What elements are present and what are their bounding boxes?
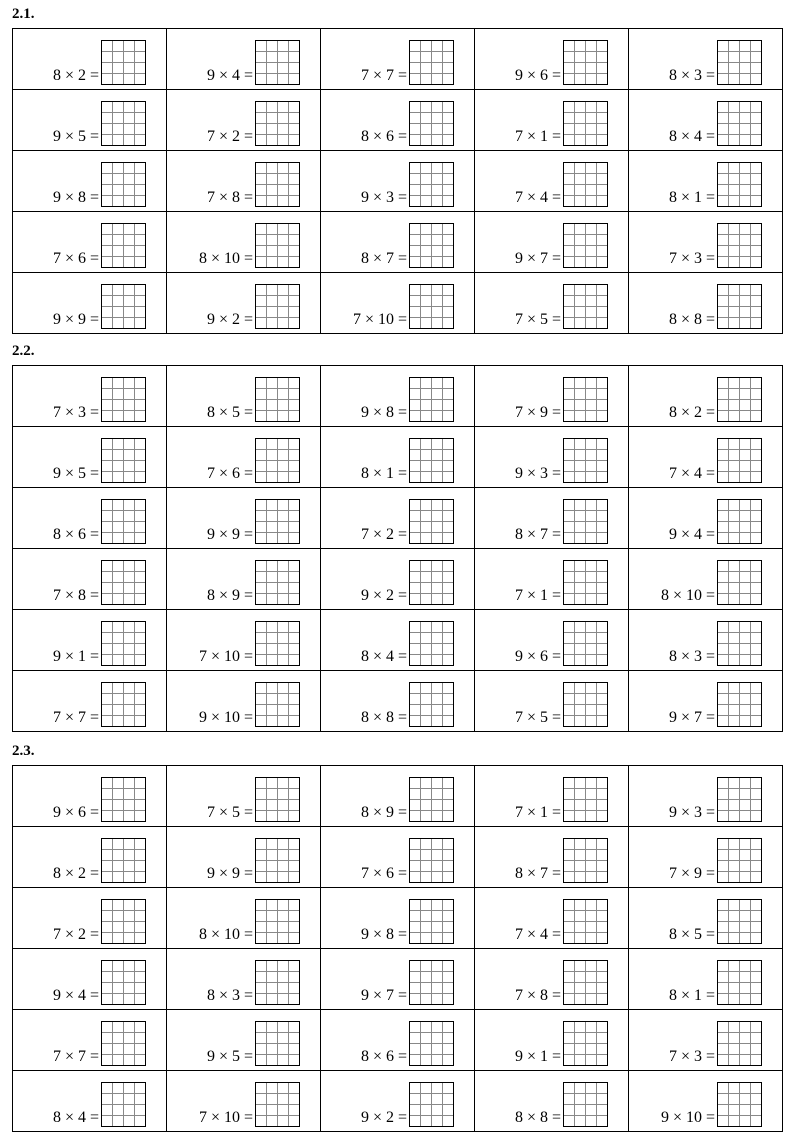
multiplication-problem: 7 × 6 =: [52, 250, 99, 267]
multiplication-problem: 8 × 10 =: [198, 250, 253, 267]
answer-box[interactable]: [563, 682, 608, 727]
multiplication-problem: 9 × 8 =: [360, 404, 407, 421]
answer-box[interactable]: [563, 284, 608, 329]
exercise-row: [13, 273, 783, 334]
exercise-cell: [167, 29, 321, 90]
answer-box[interactable]: [563, 223, 608, 268]
answer-box[interactable]: [255, 1021, 300, 1066]
answer-box[interactable]: [409, 499, 454, 544]
answer-box[interactable]: [255, 377, 300, 422]
answer-box[interactable]: [717, 499, 762, 544]
answer-box[interactable]: [409, 899, 454, 944]
exercise-table-2-3: [12, 765, 783, 1132]
multiplication-problem: 9 × 2 =: [360, 587, 407, 604]
multiplication-problem: 9 × 9 =: [52, 311, 99, 328]
exercise-cell: [13, 1010, 167, 1071]
exercise-cell: [629, 366, 783, 427]
multiplication-problem: 8 × 9 =: [206, 587, 253, 604]
answer-box[interactable]: [255, 621, 300, 666]
multiplication-problem: 8 × 4 =: [360, 648, 407, 665]
multiplication-problem: 8 × 8 =: [360, 709, 407, 726]
exercise-row: [13, 427, 783, 488]
multiplication-problem: 9 × 3 =: [668, 804, 715, 821]
answer-box[interactable]: [101, 1082, 146, 1127]
answer-box[interactable]: [409, 838, 454, 883]
answer-box[interactable]: [101, 777, 146, 822]
exercise-row: [13, 1071, 783, 1132]
multiplication-problem: 7 × 4 =: [514, 189, 561, 206]
exercise-cell: [629, 90, 783, 151]
answer-box[interactable]: [255, 499, 300, 544]
multiplication-problem: 7 × 5 =: [514, 311, 561, 328]
exercise-row: [13, 827, 783, 888]
multiplication-problem: 9 × 3 =: [514, 465, 561, 482]
answer-box[interactable]: [101, 499, 146, 544]
answer-box[interactable]: [717, 377, 762, 422]
multiplication-problem: 8 × 2 =: [668, 404, 715, 421]
multiplication-problem: 7 × 10 =: [198, 648, 253, 665]
answer-box[interactable]: [563, 560, 608, 605]
exercise-cell: [321, 549, 475, 610]
multiplication-problem: 9 × 6 =: [514, 67, 561, 84]
multiplication-problem: 7 × 2 =: [52, 926, 99, 943]
answer-box[interactable]: [101, 1021, 146, 1066]
answer-box[interactable]: [409, 1082, 454, 1127]
answer-box[interactable]: [563, 960, 608, 1005]
answer-box[interactable]: [409, 162, 454, 207]
multiplication-problem: 8 × 3 =: [668, 648, 715, 665]
answer-box[interactable]: [563, 101, 608, 146]
answer-box[interactable]: [563, 1021, 608, 1066]
multiplication-problem: 9 × 8 =: [52, 189, 99, 206]
answer-box[interactable]: [409, 377, 454, 422]
multiplication-problem: 9 × 1 =: [52, 648, 99, 665]
multiplication-problem: 8 × 6 =: [360, 1048, 407, 1065]
multiplication-problem: 7 × 8 =: [514, 987, 561, 1004]
exercise-cell: [167, 90, 321, 151]
exercise-cell: [475, 90, 629, 151]
exercise-cell: [475, 888, 629, 949]
exercise-cell: [321, 949, 475, 1010]
exercise-cell: [321, 151, 475, 212]
exercise-cell: [167, 1010, 321, 1071]
answer-box[interactable]: [409, 960, 454, 1005]
answer-box[interactable]: [409, 777, 454, 822]
multiplication-problem: 9 × 9 =: [206, 526, 253, 543]
multiplication-problem: 9 × 10 =: [660, 1109, 715, 1126]
multiplication-problem: 7 × 2 =: [360, 526, 407, 543]
exercise-row: [13, 212, 783, 273]
exercise-cell: [13, 610, 167, 671]
exercise-cell: [167, 366, 321, 427]
answer-box[interactable]: [101, 960, 146, 1005]
multiplication-problem: 7 × 9 =: [514, 404, 561, 421]
section-title-2-3: 2.3.: [12, 743, 35, 759]
answer-box[interactable]: [717, 838, 762, 883]
answer-box[interactable]: [255, 284, 300, 329]
exercise-cell: [13, 549, 167, 610]
multiplication-problem: 8 × 1 =: [360, 465, 407, 482]
multiplication-problem: 9 × 6 =: [52, 804, 99, 821]
multiplication-problem: 8 × 5 =: [668, 926, 715, 943]
exercise-cell: [629, 766, 783, 827]
multiplication-problem: 7 × 7 =: [360, 67, 407, 84]
exercise-cell: [167, 151, 321, 212]
multiplication-problem: 9 × 7 =: [360, 987, 407, 1004]
answer-box[interactable]: [101, 162, 146, 207]
exercise-cell: [629, 949, 783, 1010]
exercise-cell: [475, 1071, 629, 1132]
exercise-cell: [475, 151, 629, 212]
answer-box[interactable]: [255, 1082, 300, 1127]
answer-box[interactable]: [563, 438, 608, 483]
exercise-row: [13, 1010, 783, 1071]
answer-box[interactable]: [101, 682, 146, 727]
multiplication-problem: 9 × 4 =: [206, 67, 253, 84]
exercise-cell: [475, 1010, 629, 1071]
answer-box[interactable]: [717, 1021, 762, 1066]
exercise-cell: [629, 1071, 783, 1132]
multiplication-problem: 9 × 4 =: [52, 987, 99, 1004]
exercise-cell: [321, 488, 475, 549]
multiplication-problem: 8 × 4 =: [52, 1109, 99, 1126]
exercise-cell: [321, 827, 475, 888]
multiplication-problem: 7 × 5 =: [514, 709, 561, 726]
answer-box[interactable]: [255, 162, 300, 207]
multiplication-problem: 7 × 2 =: [206, 128, 253, 145]
answer-box[interactable]: [409, 438, 454, 483]
multiplication-problem: 8 × 1 =: [668, 987, 715, 1004]
answer-box[interactable]: [563, 777, 608, 822]
exercise-cell: [629, 1010, 783, 1071]
exercise-row: [13, 949, 783, 1010]
multiplication-problem: 7 × 1 =: [514, 587, 561, 604]
exercise-cell: [13, 949, 167, 1010]
answer-box[interactable]: [255, 560, 300, 605]
answer-box[interactable]: [101, 438, 146, 483]
multiplication-problem: 7 × 10 =: [352, 311, 407, 328]
exercise-cell: [629, 427, 783, 488]
exercise-table-2-2: [12, 365, 783, 732]
multiplication-problem: 7 × 1 =: [514, 804, 561, 821]
answer-box[interactable]: [255, 223, 300, 268]
answer-box[interactable]: [409, 621, 454, 666]
exercise-cell: [475, 366, 629, 427]
multiplication-problem: 9 × 3 =: [360, 189, 407, 206]
multiplication-problem: 7 × 7 =: [52, 1048, 99, 1065]
exercise-cell: [167, 827, 321, 888]
exercise-cell: [475, 949, 629, 1010]
exercise-cell: [321, 29, 475, 90]
exercise-cell: [321, 90, 475, 151]
exercise-cell: [167, 549, 321, 610]
exercise-cell: [13, 1071, 167, 1132]
exercise-cell: [629, 671, 783, 732]
answer-box[interactable]: [255, 899, 300, 944]
multiplication-problem: 7 × 9 =: [668, 865, 715, 882]
answer-box[interactable]: [101, 560, 146, 605]
exercise-cell: [629, 212, 783, 273]
multiplication-problem: 8 × 4 =: [668, 128, 715, 145]
section-title-2-1: 2.1.: [12, 6, 35, 22]
multiplication-problem: 9 × 9 =: [206, 865, 253, 882]
exercise-cell: [629, 888, 783, 949]
answer-box[interactable]: [101, 838, 146, 883]
multiplication-problem: 9 × 2 =: [206, 311, 253, 328]
multiplication-problem: 7 × 10 =: [198, 1109, 253, 1126]
exercise-cell: [167, 212, 321, 273]
exercise-cell: [167, 888, 321, 949]
exercise-cell: [167, 610, 321, 671]
exercise-cell: [321, 888, 475, 949]
multiplication-problem: 8 × 3 =: [668, 67, 715, 84]
exercise-cell: [13, 671, 167, 732]
exercise-cell: [13, 766, 167, 827]
exercise-cell: [13, 273, 167, 334]
answer-box[interactable]: [409, 560, 454, 605]
exercise-row: [13, 549, 783, 610]
answer-box[interactable]: [101, 284, 146, 329]
answer-box[interactable]: [101, 223, 146, 268]
answer-box[interactable]: [255, 960, 300, 1005]
answer-box[interactable]: [409, 1021, 454, 1066]
exercise-cell: [475, 29, 629, 90]
answer-box[interactable]: [717, 899, 762, 944]
exercise-cell: [167, 949, 321, 1010]
answer-box[interactable]: [717, 162, 762, 207]
answer-box[interactable]: [717, 682, 762, 727]
answer-box[interactable]: [717, 101, 762, 146]
exercise-cell: [475, 671, 629, 732]
exercise-table-2-1: [12, 28, 783, 334]
exercise-cell: [475, 273, 629, 334]
exercise-row: [13, 90, 783, 151]
exercise-cell: [13, 888, 167, 949]
answer-box[interactable]: [563, 499, 608, 544]
answer-box[interactable]: [255, 101, 300, 146]
exercise-cell: [629, 488, 783, 549]
multiplication-problem: 8 × 7 =: [360, 250, 407, 267]
exercise-cell: [13, 90, 167, 151]
exercise-cell: [13, 827, 167, 888]
multiplication-problem: 7 × 4 =: [514, 926, 561, 943]
exercise-cell: [13, 29, 167, 90]
multiplication-problem: 9 × 1 =: [514, 1048, 561, 1065]
multiplication-problem: 9 × 5 =: [52, 128, 99, 145]
multiplication-problem: 8 × 3 =: [206, 987, 253, 1004]
multiplication-problem: 8 × 2 =: [52, 865, 99, 882]
multiplication-problem: 8 × 10 =: [198, 926, 253, 943]
exercise-cell: [167, 488, 321, 549]
multiplication-problem: 7 × 6 =: [206, 465, 253, 482]
answer-box[interactable]: [563, 40, 608, 85]
exercise-cell: [475, 488, 629, 549]
multiplication-problem: 7 × 3 =: [52, 404, 99, 421]
exercise-row: [13, 766, 783, 827]
answer-box[interactable]: [255, 438, 300, 483]
answer-box[interactable]: [101, 40, 146, 85]
multiplication-problem: 9 × 5 =: [206, 1048, 253, 1065]
exercise-row: [13, 366, 783, 427]
multiplication-problem: 9 × 10 =: [198, 709, 253, 726]
multiplication-problem: 9 × 8 =: [360, 926, 407, 943]
multiplication-problem: 8 × 2 =: [52, 67, 99, 84]
multiplication-problem: 8 × 7 =: [514, 526, 561, 543]
multiplication-problem: 9 × 5 =: [52, 465, 99, 482]
exercise-cell: [167, 671, 321, 732]
exercise-cell: [167, 273, 321, 334]
exercise-cell: [13, 212, 167, 273]
multiplication-problem: 7 × 3 =: [668, 250, 715, 267]
multiplication-problem: 7 × 3 =: [668, 1048, 715, 1065]
answer-box[interactable]: [717, 223, 762, 268]
exercise-cell: [13, 151, 167, 212]
multiplication-problem: 9 × 6 =: [514, 648, 561, 665]
answer-box[interactable]: [255, 838, 300, 883]
exercise-row: [13, 488, 783, 549]
answer-box[interactable]: [717, 40, 762, 85]
exercise-cell: [321, 610, 475, 671]
exercise-cell: [321, 1010, 475, 1071]
exercise-cell: [13, 488, 167, 549]
answer-box[interactable]: [101, 377, 146, 422]
exercise-cell: [475, 427, 629, 488]
answer-box[interactable]: [255, 40, 300, 85]
answer-box[interactable]: [101, 621, 146, 666]
exercise-row: [13, 29, 783, 90]
answer-box[interactable]: [409, 284, 454, 329]
answer-box[interactable]: [717, 438, 762, 483]
multiplication-problem: 9 × 7 =: [514, 250, 561, 267]
answer-box[interactable]: [563, 899, 608, 944]
answer-box[interactable]: [255, 682, 300, 727]
multiplication-problem: 7 × 5 =: [206, 804, 253, 821]
exercise-cell: [321, 273, 475, 334]
exercise-row: [13, 151, 783, 212]
answer-box[interactable]: [255, 777, 300, 822]
answer-box[interactable]: [717, 284, 762, 329]
exercise-cell: [629, 610, 783, 671]
multiplication-problem: 9 × 7 =: [668, 709, 715, 726]
answer-box[interactable]: [717, 777, 762, 822]
multiplication-problem: 9 × 4 =: [668, 526, 715, 543]
multiplication-problem: 8 × 1 =: [668, 189, 715, 206]
answer-box[interactable]: [563, 377, 608, 422]
exercise-cell: [13, 427, 167, 488]
multiplication-problem: 8 × 5 =: [206, 404, 253, 421]
exercise-cell: [321, 212, 475, 273]
exercise-cell: [321, 766, 475, 827]
multiplication-problem: 8 × 6 =: [52, 526, 99, 543]
exercise-cell: [167, 1071, 321, 1132]
exercise-cell: [167, 427, 321, 488]
exercise-cell: [629, 549, 783, 610]
exercise-cell: [629, 273, 783, 334]
exercise-row: [13, 888, 783, 949]
multiplication-problem: 8 × 7 =: [514, 865, 561, 882]
exercise-cell: [167, 766, 321, 827]
multiplication-problem: 7 × 8 =: [52, 587, 99, 604]
multiplication-problem: 8 × 9 =: [360, 804, 407, 821]
multiplication-problem: 8 × 10 =: [660, 587, 715, 604]
answer-box[interactable]: [563, 621, 608, 666]
answer-box[interactable]: [563, 838, 608, 883]
multiplication-problem: 7 × 7 =: [52, 709, 99, 726]
multiplication-problem: 7 × 4 =: [668, 465, 715, 482]
exercise-cell: [475, 766, 629, 827]
answer-box[interactable]: [717, 1082, 762, 1127]
answer-box[interactable]: [101, 101, 146, 146]
answer-box[interactable]: [409, 40, 454, 85]
exercise-row: [13, 610, 783, 671]
multiplication-problem: 8 × 6 =: [360, 128, 407, 145]
exercise-cell: [475, 610, 629, 671]
exercise-cell: [13, 366, 167, 427]
answer-box[interactable]: [563, 1082, 608, 1127]
exercise-cell: [629, 827, 783, 888]
exercise-cell: [475, 827, 629, 888]
multiplication-problem: 7 × 8 =: [206, 189, 253, 206]
multiplication-problem: 9 × 2 =: [360, 1109, 407, 1126]
answer-box[interactable]: [563, 162, 608, 207]
answer-box[interactable]: [409, 223, 454, 268]
answer-box[interactable]: [717, 621, 762, 666]
exercise-cell: [475, 212, 629, 273]
exercise-row: [13, 671, 783, 732]
exercise-cell: [321, 671, 475, 732]
exercise-cell: [629, 151, 783, 212]
answer-box[interactable]: [717, 560, 762, 605]
exercise-cell: [321, 427, 475, 488]
exercise-cell: [321, 366, 475, 427]
multiplication-problem: 7 × 1 =: [514, 128, 561, 145]
exercise-cell: [321, 1071, 475, 1132]
answer-box[interactable]: [101, 899, 146, 944]
answer-box[interactable]: [409, 101, 454, 146]
exercise-cell: [475, 549, 629, 610]
answer-box[interactable]: [409, 682, 454, 727]
multiplication-problem: 7 × 6 =: [360, 865, 407, 882]
exercise-cell: [629, 29, 783, 90]
section-title-2-2: 2.2.: [12, 343, 35, 359]
answer-box[interactable]: [717, 960, 762, 1005]
multiplication-problem: 8 × 8 =: [668, 311, 715, 328]
multiplication-problem: 8 × 8 =: [514, 1109, 561, 1126]
